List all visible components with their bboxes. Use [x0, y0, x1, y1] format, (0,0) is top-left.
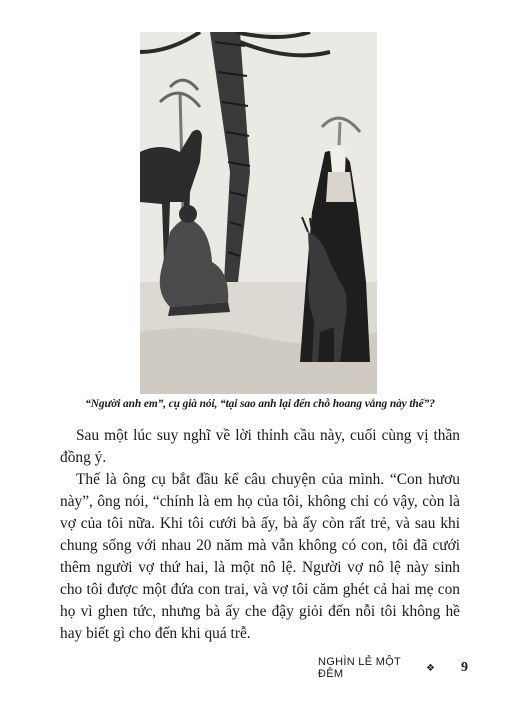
page-footer	[318, 658, 468, 678]
illustration-caption: “Người anh em”, cụ già nói, “tại sao anh lại đến chỗ hoang vắng này thế”?	[85, 398, 435, 410]
ornament-icon: ❖	[426, 662, 435, 674]
body-paragraph: Thế là ông cụ bắt đầu kể câu chuyện của mình. “Con hươu này”, ông nói, “chính là em họ của tôi, không chỉ có vậy, còn là vợ của tôi nữa. Khi tôi cưới bà ấy, bà ấy còn rất trẻ, và sau khi chung sống với nhau 20 năm mà vẫn không có con, tôi đã cưới thêm người vợ thứ hai, là một nô lệ. Người vợ nô lệ này sinh cho tôi được một đứa con trai, và vợ tôi căm ghét cả hai mẹ con họ vì ghen tức, nhưng bà ấy che đậy giỏi đến nỗi tôi không hề hay biết gì cho đến khi quá trễ.	[60, 471, 460, 642]
body-paragraph: Sau một lúc suy nghĩ về lời thỉnh cầu này, cuối cùng vị thần đồng ý.	[60, 427, 460, 466]
page-number: 9	[461, 660, 468, 675]
desert-scene-engraving	[140, 32, 377, 394]
running-title: NGHÌN LẺ MỘT ĐÊM	[318, 656, 401, 680]
illustration	[140, 32, 377, 394]
